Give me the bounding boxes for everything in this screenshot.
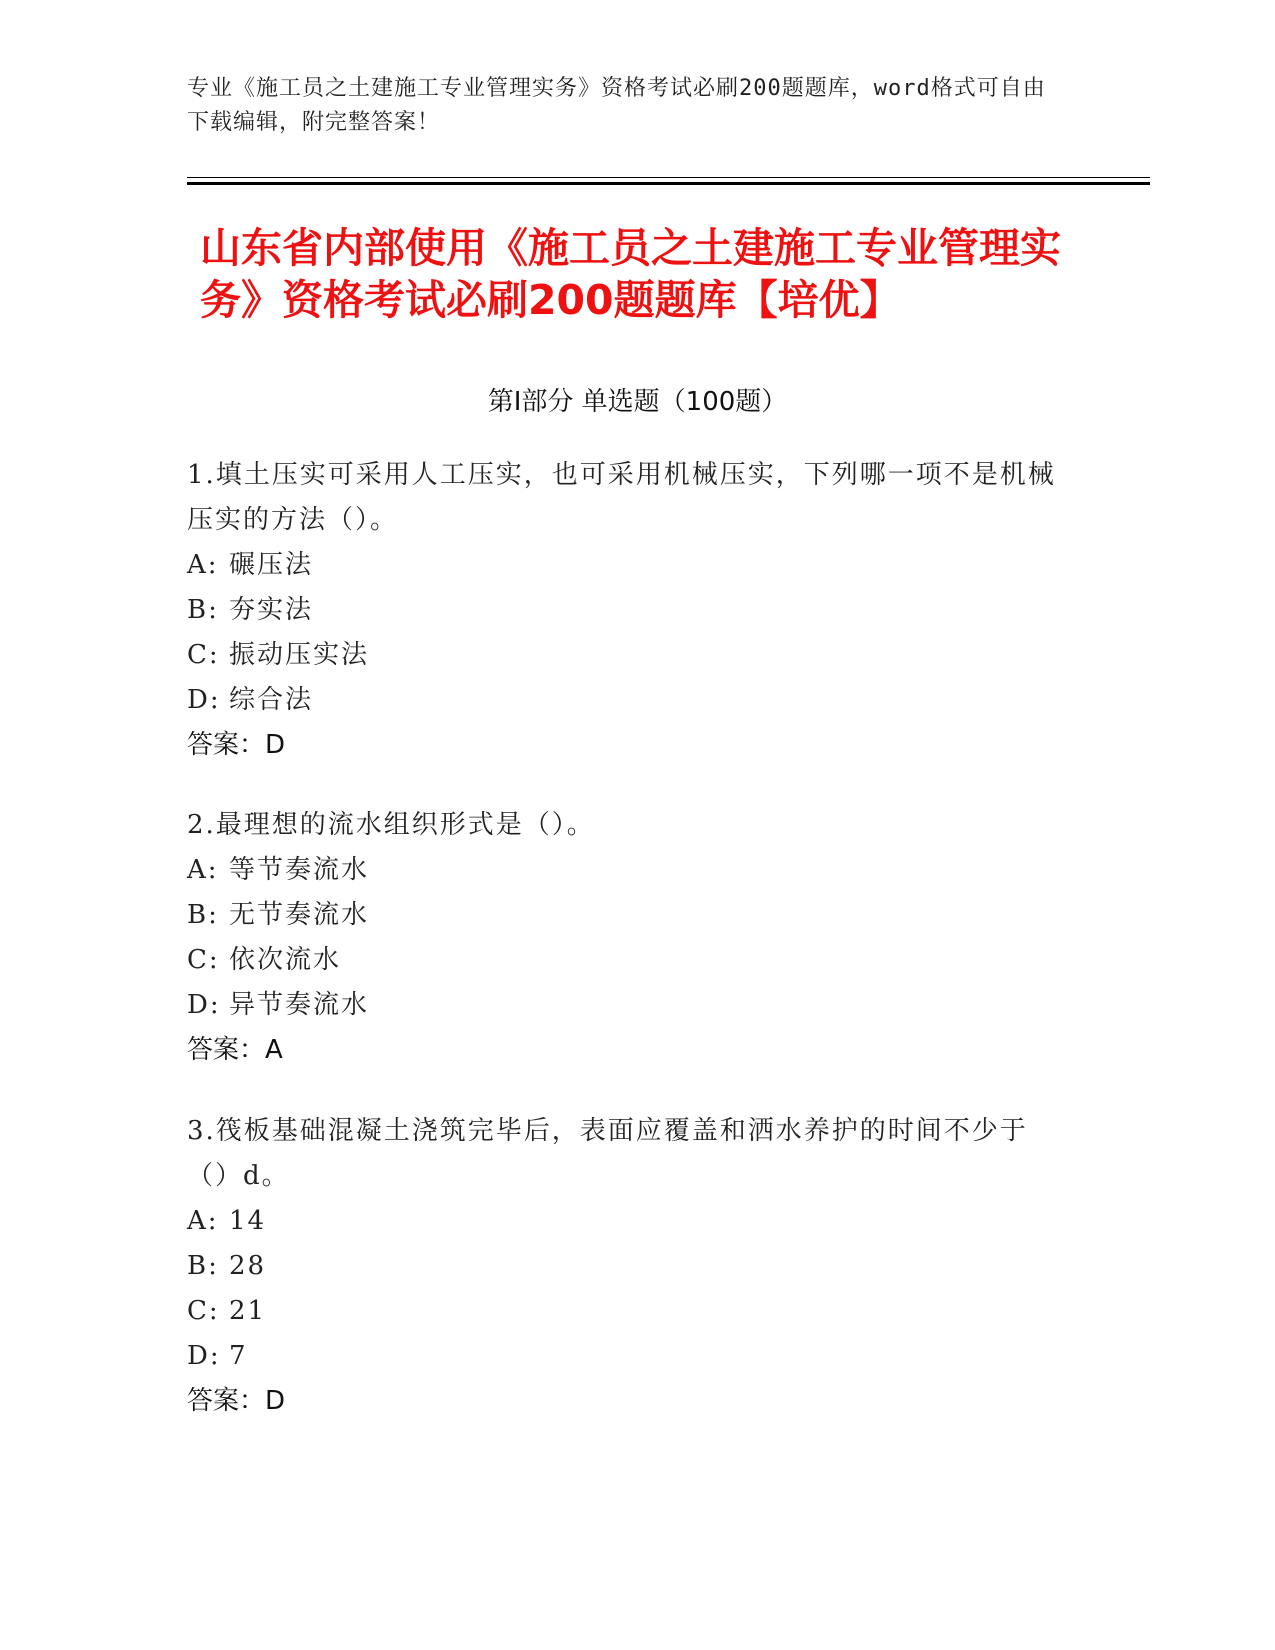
answer-text: 答案：D (187, 1386, 286, 1416)
option-a (187, 1199, 1067, 1244)
header-divider-thick (187, 182, 1150, 185)
option-letter: B: (187, 595, 219, 625)
option-text: 夯实法 (229, 595, 314, 625)
option-text: 综合法 (229, 685, 314, 715)
option-text: 异节奏流水 (229, 990, 370, 1020)
option-c (187, 1289, 1067, 1334)
header-divider-thin (187, 177, 1150, 178)
option-a (187, 543, 1067, 588)
page-header-text: 专业《施工员之土建施工专业管理实务》资格考试必刷200题题库，word格式可自由下载编辑，附完整答案！ (187, 76, 1046, 135)
option-letter: D: (187, 685, 221, 715)
option-letter: B: (187, 900, 219, 930)
option-c (187, 938, 1067, 983)
answer-text: 答案：A (187, 1035, 283, 1065)
option-letter: C: (187, 945, 220, 975)
question-stem: 1.填土压实可采用人工压实，也可采用机械压实，下列哪一项不是机械压实的方法（）。 (187, 460, 1056, 535)
option-letter: A: (187, 855, 219, 885)
option-letter: B: (187, 1251, 219, 1281)
option-b (187, 1244, 1067, 1289)
option-d (187, 1334, 1067, 1379)
option-text: 28 (229, 1251, 267, 1281)
option-d (187, 678, 1067, 723)
option-letter: A: (187, 1206, 219, 1236)
option-text: 21 (229, 1296, 267, 1326)
option-text: 依次流水 (229, 945, 342, 975)
option-text: 等节奏流水 (229, 855, 370, 885)
section-title: 第Ⅰ部分 单选题（100题） (487, 387, 788, 417)
question-2 (187, 803, 1067, 1073)
option-text: 振动压实法 (229, 640, 370, 670)
option-text: 7 (229, 1341, 248, 1371)
question-1 (187, 453, 1067, 768)
question-3 (187, 1109, 1067, 1424)
question-stem: 3.筏板基础混凝土浇筑完毕后，表面应覆盖和洒水养护的时间不少于（）d。 (187, 1116, 1028, 1191)
option-letter: C: (187, 640, 220, 670)
answer-text: 答案：D (187, 730, 286, 760)
option-text: 碾压法 (229, 550, 314, 580)
option-letter: A: (187, 550, 219, 580)
option-letter: D: (187, 990, 221, 1020)
option-letter: D: (187, 1341, 221, 1371)
option-b (187, 588, 1067, 633)
option-d (187, 983, 1067, 1028)
option-letter: C: (187, 1296, 220, 1326)
option-a (187, 848, 1067, 893)
option-text: 14 (229, 1206, 267, 1236)
option-c (187, 633, 1067, 678)
option-b (187, 893, 1067, 938)
document-title: 山东省内部使用《施工员之土建施工专业管理实务》资格考试必刷200题题库【培优】 (200, 224, 1061, 324)
option-text: 无节奏流水 (229, 900, 370, 930)
question-stem: 2.最理想的流水组织形式是（）。 (187, 810, 595, 840)
